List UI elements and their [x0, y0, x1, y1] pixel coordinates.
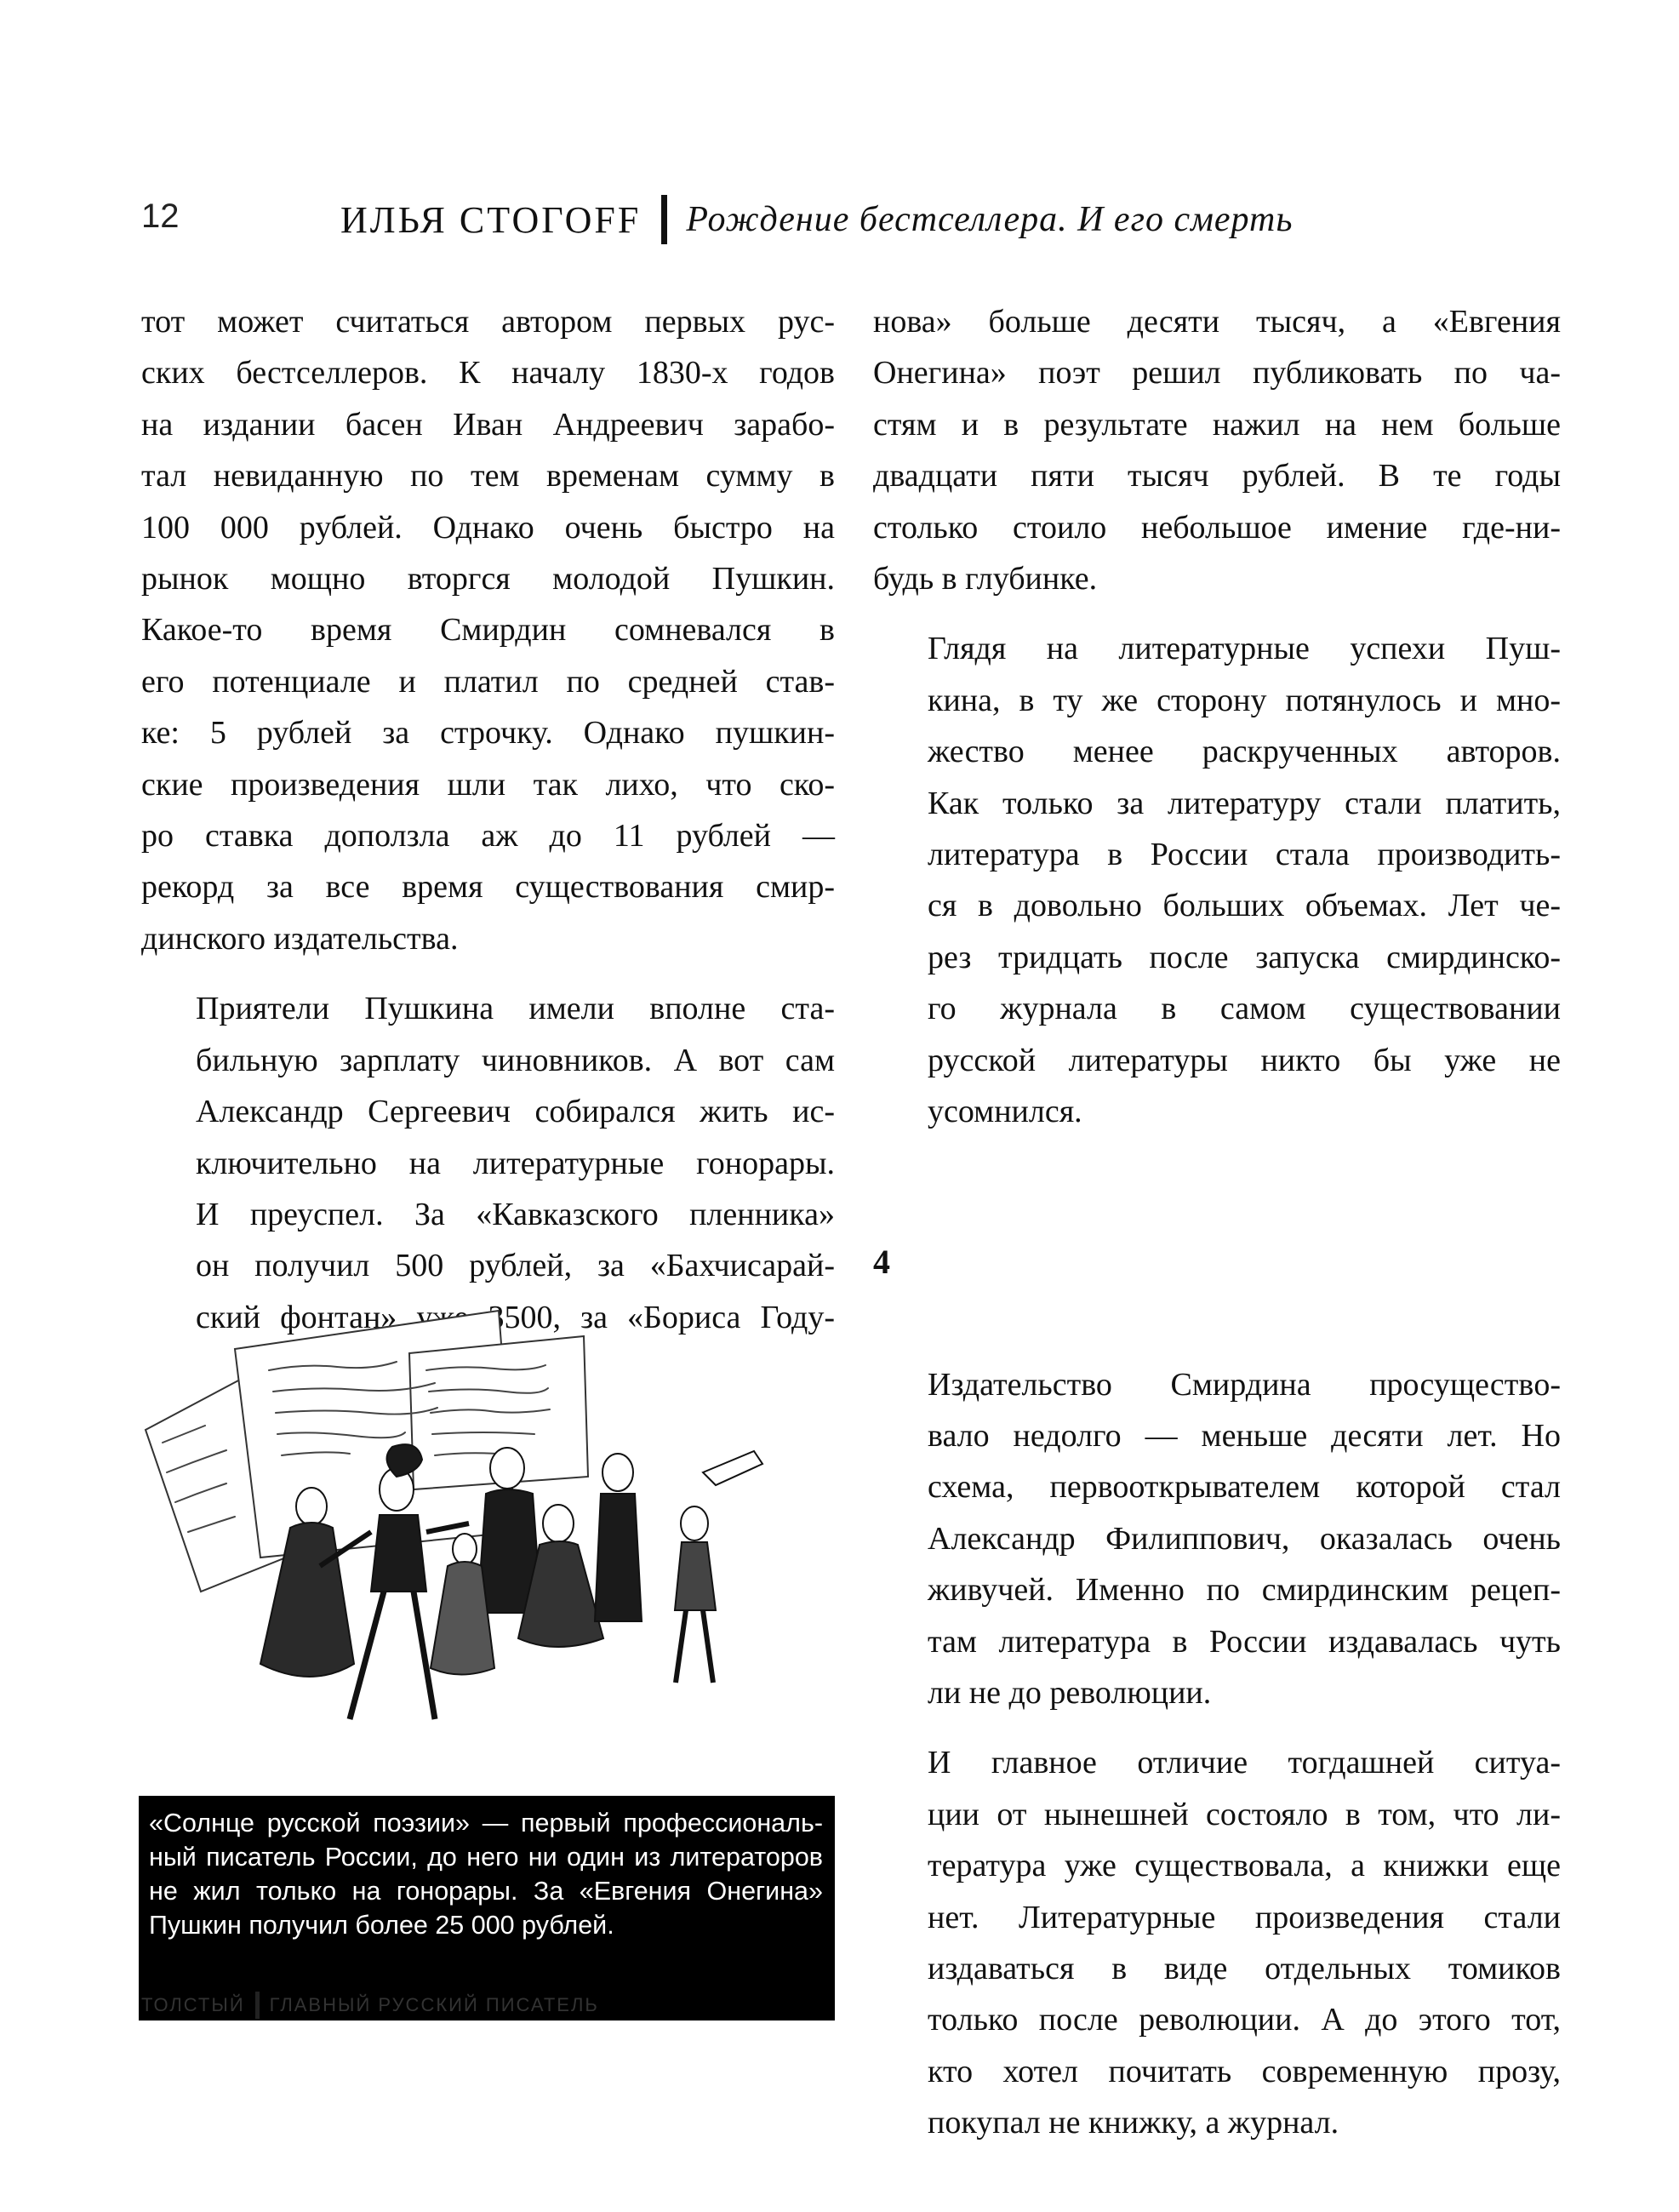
section-heading: 4	[873, 1242, 890, 1281]
text-line: ке: 5 рублей за строчку. Однако пушкин-	[141, 715, 835, 752]
text-line: литература в России стала производить-	[928, 837, 1561, 873]
text-line: столько стоило небольшое имение где-ни-	[873, 509, 1561, 546]
image-caption	[139, 1796, 835, 2021]
text-line: ся в довольно больших объемах. Лет че-	[928, 888, 1561, 924]
text-line: кто хотел почитать современную прозу,	[928, 2053, 1561, 2089]
paragraph-5	[873, 1359, 1561, 1719]
text-line: там литература в России издавалась чуть	[928, 1623, 1561, 1660]
text-line: покупал не книжку, а журнал.	[928, 2105, 1339, 2141]
text-line: ции от нынешней состояло в том, что ли-	[928, 1796, 1561, 1832]
text-line: И главное отличие тогдашней ситуа-	[928, 1745, 1561, 1781]
text-line: рынок мощно вторгся молодой Пушкин.	[141, 561, 835, 597]
footer-left-text: ТОЛСТЫЙ	[141, 1994, 245, 2015]
caption-line: не жил только на гонорары. За «Евгения Онегина»	[149, 1877, 823, 1906]
text-line: рез тридцать после запуска смирдинско-	[928, 939, 1561, 975]
left-column	[141, 296, 835, 1362]
text-line: Александр Сергеевич собирался жить ис-	[196, 1094, 835, 1130]
text-line: го журнала в самом существовании	[928, 991, 1561, 1027]
text-line: стям и в результате нажил на нем больше	[873, 406, 1561, 443]
text-line: рекорд за все время существования смир-	[141, 869, 835, 906]
paragraph-4	[873, 623, 1561, 1137]
paragraph-3	[873, 296, 1561, 604]
text-line: ро ставка доползла аж до 11 рублей —	[141, 818, 835, 855]
footer-right-text: ГЛАВНЫЙ РУССКИЙ ПИСАТЕЛЬ	[269, 1994, 599, 2015]
text-line: динского издательства.	[141, 920, 459, 957]
text-line: схема, первооткрывателем которой стал	[928, 1469, 1561, 1506]
text-line: Онегина» поэт решил публиковать по ча-	[873, 355, 1561, 392]
text-line: усомнился.	[928, 1094, 1082, 1130]
text-line: нет. Литературные произведения стали	[928, 1899, 1561, 1935]
ink-sketch-image	[141, 1277, 835, 1787]
text-line: кина, в ту же сторону потянулось и мно-	[928, 682, 1561, 718]
footer-divider	[255, 1992, 260, 2019]
text-line: ский фонтан» уже 3500, за «Бориса Году-	[196, 1299, 835, 1335]
text-line: Приятели Пушкина имели вполне ста-	[196, 991, 835, 1027]
paragraph-6	[873, 1737, 1561, 2148]
text-line: 100 000 рублей. Однако очень быстро на	[141, 509, 835, 546]
author-name: ИЛЬЯ СТОГОFF	[340, 198, 642, 241]
paragraph-1	[141, 296, 835, 964]
text-line: И преуспел. За «Кавказского пленника»	[196, 1196, 835, 1232]
right-column	[873, 296, 1561, 2168]
text-line: двадцати пяти тысяч рублей. В те годы	[873, 458, 1561, 494]
text-line: он получил 500 рублей, за «Бахчисарай-	[196, 1248, 835, 1284]
text-line: Издательство Смирдина просуществo-	[928, 1366, 1561, 1403]
caption-line: «Солнце русской поэзии» — первый профессиональ-	[149, 1809, 823, 1838]
book-title: Рождение бестселлера. И его смерть	[686, 200, 1294, 239]
text-line: только после революции. А до этого тот,	[928, 2002, 1561, 2038]
text-line: Александр Филиппович, оказалась очень	[928, 1520, 1561, 1557]
text-line: Какое-то время Смирдин сомневался в	[141, 612, 835, 649]
text-line: издаваться в виде отдельных томиков	[928, 1950, 1561, 1986]
page-number: 12	[141, 197, 180, 235]
text-line: бильную зарплату чиновников. А вот сам	[196, 1042, 835, 1078]
text-line: тература уже существовала, а книжки еще	[928, 1848, 1561, 1884]
caption-line: Пушкин получил более 25 000 рублей.	[149, 1911, 614, 1940]
text-line: его потенциале и платил по средней став-	[141, 663, 835, 700]
text-line: нова» больше десяти тысяч, а «Евгения	[873, 304, 1561, 340]
text-line: жество менее раскрученных авторов.	[928, 734, 1561, 770]
text-line: ских бестселлеров. К началу 1830-х годов	[141, 355, 835, 392]
text-line: на издании басен Иван Андреевич зарабо-	[141, 406, 835, 443]
text-line: тал невиданную по тем временам сумму в	[141, 458, 835, 494]
pushkin-illustration	[141, 1277, 835, 1787]
running-header	[340, 194, 1293, 245]
text-line: Как только за литературу стали платить,	[928, 785, 1561, 821]
text-line: вало недолго — меньше десяти лет. Но	[928, 1417, 1561, 1454]
text-line: Глядя на литературные успехи Пуш-	[928, 631, 1561, 667]
caption-line: ный писатель России, до него ни один из литераторов	[149, 1843, 823, 1872]
header-divider	[661, 195, 667, 244]
text-line: русской литературы никто бы уже не	[928, 1042, 1561, 1078]
text-line: тот может считаться автором первых рус-	[141, 304, 835, 340]
text-line: будь в глубинке.	[873, 561, 1098, 597]
text-line: ские произведения шли так лихо, что ско-	[141, 766, 835, 803]
text-line: живучей. Именно по смирдинским рецеп-	[928, 1572, 1561, 1609]
text-line: ключительно на литературные гонорары.	[196, 1145, 835, 1181]
text-line: ли не до революции.	[928, 1674, 1212, 1711]
running-footer	[141, 1992, 599, 2019]
